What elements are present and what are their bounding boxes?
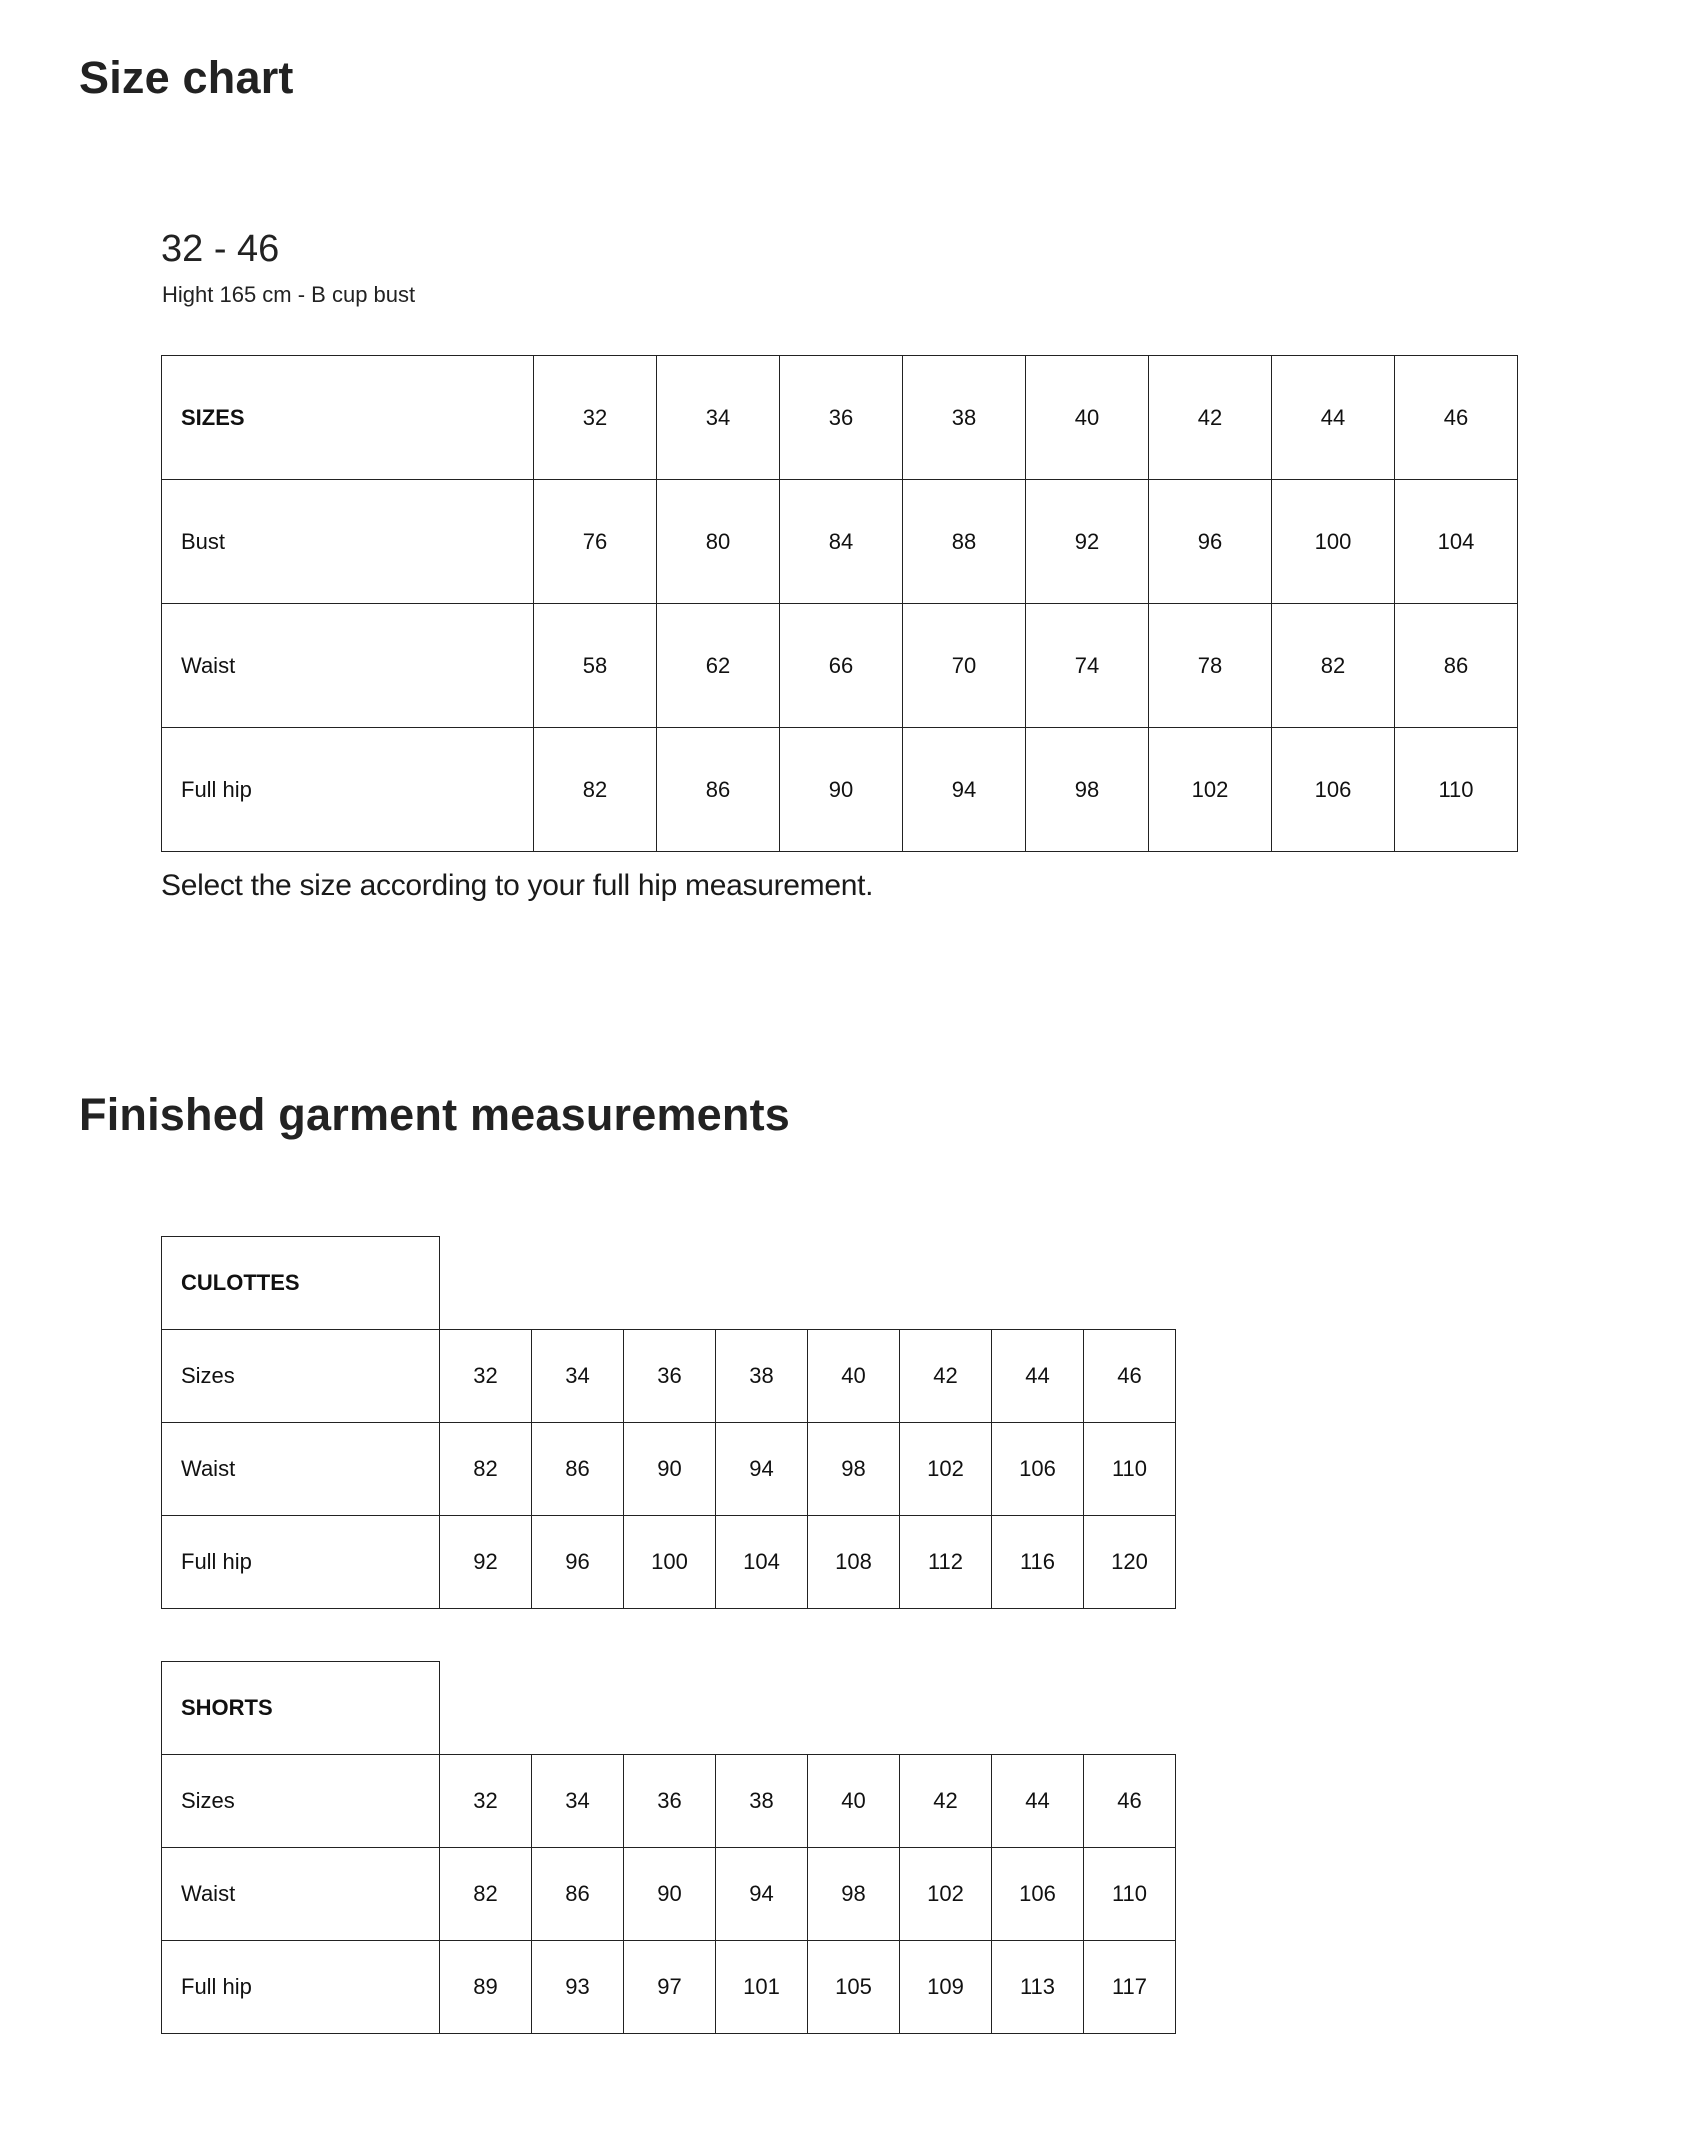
value-cell: 109 bbox=[900, 1941, 992, 2034]
value-cell: 84 bbox=[780, 480, 903, 604]
finished-measurements-title: Finished garment measurements bbox=[79, 1089, 791, 1140]
shorts-table bbox=[161, 1661, 1176, 2034]
value-cell: 102 bbox=[900, 1423, 992, 1516]
size-cell: 36 bbox=[780, 356, 903, 480]
value-cell: 90 bbox=[780, 728, 903, 852]
table-row bbox=[162, 1662, 1176, 1755]
table-row bbox=[162, 1237, 1176, 1330]
value-cell: 120 bbox=[1084, 1516, 1176, 1609]
table-row bbox=[162, 1330, 1176, 1423]
value-cell: 105 bbox=[808, 1941, 900, 2034]
size-cell: 44 bbox=[1272, 356, 1395, 480]
value-cell: 88 bbox=[903, 480, 1026, 604]
value-cell: 89 bbox=[440, 1941, 532, 2034]
value-cell: 78 bbox=[1149, 604, 1272, 728]
row-label-waist: Waist bbox=[162, 604, 534, 728]
size-cell: 40 bbox=[808, 1755, 900, 1848]
value-cell: 117 bbox=[1084, 1941, 1176, 2034]
size-cell: 34 bbox=[657, 356, 780, 480]
value-cell: 102 bbox=[900, 1848, 992, 1941]
size-cell: 46 bbox=[1084, 1330, 1176, 1423]
size-cell: 42 bbox=[900, 1755, 992, 1848]
value-cell: 106 bbox=[1272, 728, 1395, 852]
value-cell: 104 bbox=[716, 1516, 808, 1609]
size-cell: 36 bbox=[624, 1755, 716, 1848]
value-cell: 94 bbox=[903, 728, 1026, 852]
table-row bbox=[162, 1848, 1176, 1941]
table-row bbox=[162, 604, 1518, 728]
row-label-full-hip: Full hip bbox=[162, 1516, 440, 1609]
value-cell: 112 bbox=[900, 1516, 992, 1609]
value-cell: 92 bbox=[440, 1516, 532, 1609]
value-cell: 110 bbox=[1084, 1848, 1176, 1941]
value-cell: 98 bbox=[808, 1848, 900, 1941]
value-cell: 100 bbox=[1272, 480, 1395, 604]
size-cell: 36 bbox=[624, 1330, 716, 1423]
value-cell: 106 bbox=[992, 1423, 1084, 1516]
size-cell: 42 bbox=[900, 1330, 992, 1423]
size-cell: 44 bbox=[992, 1755, 1084, 1848]
value-cell: 106 bbox=[992, 1848, 1084, 1941]
row-label-waist: Waist bbox=[162, 1423, 440, 1516]
size-cell: 32 bbox=[534, 356, 657, 480]
size-cell: 32 bbox=[440, 1330, 532, 1423]
value-cell: 101 bbox=[716, 1941, 808, 2034]
value-cell: 110 bbox=[1084, 1423, 1176, 1516]
size-cell: 34 bbox=[532, 1755, 624, 1848]
value-cell: 96 bbox=[1149, 480, 1272, 604]
row-label-full-hip: Full hip bbox=[162, 728, 534, 852]
size-chart-title: Size chart bbox=[79, 52, 294, 103]
row-label-sizes: Sizes bbox=[162, 1330, 440, 1423]
value-cell: 108 bbox=[808, 1516, 900, 1609]
value-cell: 98 bbox=[1026, 728, 1149, 852]
sizes-header-label: SIZES bbox=[162, 356, 534, 480]
table-row bbox=[162, 1941, 1176, 2034]
table-row bbox=[162, 1755, 1176, 1848]
value-cell: 90 bbox=[624, 1848, 716, 1941]
table-row bbox=[162, 1423, 1176, 1516]
value-cell: 110 bbox=[1395, 728, 1518, 852]
table-row bbox=[162, 1516, 1176, 1609]
value-cell: 62 bbox=[657, 604, 780, 728]
value-cell: 70 bbox=[903, 604, 1026, 728]
size-cell: 42 bbox=[1149, 356, 1272, 480]
row-label-bust: Bust bbox=[162, 480, 534, 604]
value-cell: 94 bbox=[716, 1848, 808, 1941]
row-label-full-hip: Full hip bbox=[162, 1941, 440, 2034]
value-cell: 90 bbox=[624, 1423, 716, 1516]
row-label-sizes: Sizes bbox=[162, 1755, 440, 1848]
value-cell: 86 bbox=[532, 1423, 624, 1516]
size-cell: 38 bbox=[716, 1330, 808, 1423]
size-cell: 40 bbox=[808, 1330, 900, 1423]
value-cell: 74 bbox=[1026, 604, 1149, 728]
value-cell: 97 bbox=[624, 1941, 716, 2034]
value-cell: 82 bbox=[1272, 604, 1395, 728]
value-cell: 100 bbox=[624, 1516, 716, 1609]
shorts-header: SHORTS bbox=[162, 1662, 440, 1755]
value-cell: 80 bbox=[657, 480, 780, 604]
value-cell: 116 bbox=[992, 1516, 1084, 1609]
value-cell: 94 bbox=[716, 1423, 808, 1516]
size-chart-table bbox=[161, 355, 1518, 852]
value-cell: 82 bbox=[440, 1848, 532, 1941]
size-cell: 44 bbox=[992, 1330, 1084, 1423]
culottes-header: CULOTTES bbox=[162, 1237, 440, 1330]
size-cell: 40 bbox=[1026, 356, 1149, 480]
table-row bbox=[162, 728, 1518, 852]
blank-cell bbox=[440, 1237, 1176, 1330]
table-row bbox=[162, 356, 1518, 480]
value-cell: 58 bbox=[534, 604, 657, 728]
size-chart-subtitle: Hight 165 cm - B cup bust bbox=[162, 282, 416, 307]
value-cell: 102 bbox=[1149, 728, 1272, 852]
size-cell: 38 bbox=[903, 356, 1026, 480]
size-cell: 38 bbox=[716, 1755, 808, 1848]
value-cell: 96 bbox=[532, 1516, 624, 1609]
value-cell: 113 bbox=[992, 1941, 1084, 2034]
value-cell: 86 bbox=[1395, 604, 1518, 728]
size-selection-note: Select the size according to your full hip measurement. bbox=[161, 869, 874, 902]
culottes-table bbox=[161, 1236, 1176, 1609]
size-cell: 34 bbox=[532, 1330, 624, 1423]
value-cell: 93 bbox=[532, 1941, 624, 2034]
value-cell: 86 bbox=[657, 728, 780, 852]
table-row bbox=[162, 480, 1518, 604]
value-cell: 66 bbox=[780, 604, 903, 728]
blank-cell bbox=[440, 1662, 1176, 1755]
value-cell: 86 bbox=[532, 1848, 624, 1941]
size-cell: 46 bbox=[1395, 356, 1518, 480]
size-range: 32 - 46 bbox=[161, 228, 280, 270]
value-cell: 98 bbox=[808, 1423, 900, 1516]
value-cell: 82 bbox=[534, 728, 657, 852]
value-cell: 92 bbox=[1026, 480, 1149, 604]
size-cell: 46 bbox=[1084, 1755, 1176, 1848]
value-cell: 82 bbox=[440, 1423, 532, 1516]
row-label-waist: Waist bbox=[162, 1848, 440, 1941]
value-cell: 104 bbox=[1395, 480, 1518, 604]
value-cell: 76 bbox=[534, 480, 657, 604]
size-cell: 32 bbox=[440, 1755, 532, 1848]
